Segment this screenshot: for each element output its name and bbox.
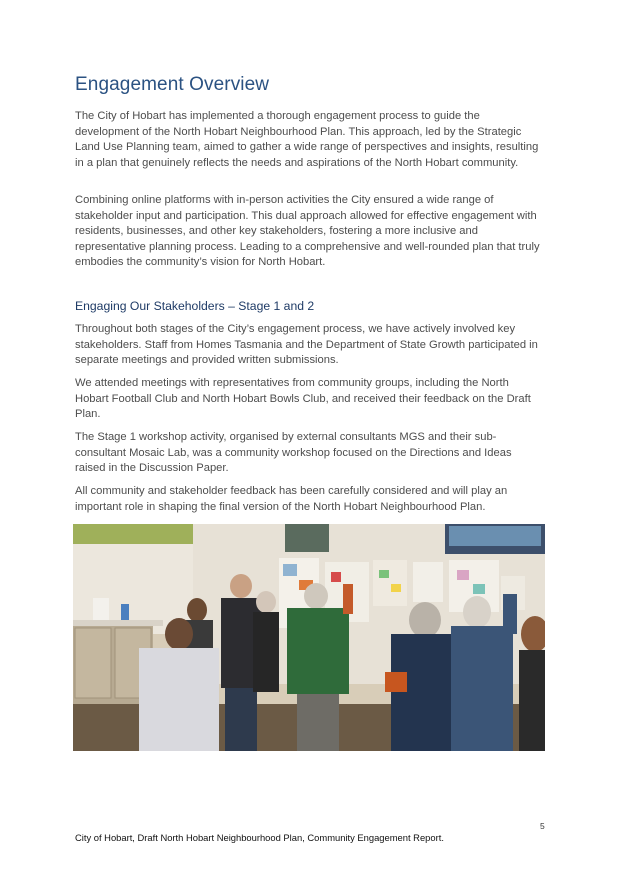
stakeholder-paragraph-2: We attended meetings with representatives from community groups, including the North Hobart Football Club and North Hobart Bowls Club, and received their feedback on the Draft Plan. bbox=[75, 377, 531, 421]
page-footer: City of Hobart, Draft North Hobart Neighbourhood Plan, Community Engagement Report. bbox=[75, 832, 444, 843]
workshop-photo bbox=[73, 524, 545, 751]
stakeholder-paragraph-3: The Stage 1 workshop activity, organised by external consultants MGS and their sub-consultant Mosaic Lab, was a community workshop focused on the Directions and Ideas raised in the Discussion Paper. bbox=[75, 431, 512, 475]
intro-paragraph-2: Combining online platforms with in-person activities the City ensured a wide range of stakeholder input and participation. This dual approach allowed for effective engagement with residents, businesses, and other key stakeholders, fostering a more inclusive and representative planning process. Leading to a comprehensive and well-rounded plan that truly embodies the community’s vision for North Hobart. bbox=[75, 194, 540, 269]
stakeholder-paragraph-1: Throughout both stages of the City’s engagement process, we have actively involved key stakeholders. Staff from Homes Tasmania and the Department of State Growth participated in separate meetings and provided written submissions. bbox=[75, 323, 538, 367]
section-subheading: Engaging Our Stakeholders – Stage 1 and 2 bbox=[75, 299, 315, 313]
stakeholder-paragraph-4: All community and stakeholder feedback has been carefully considered and will play an important role in shaping the final version of the North Hobart Neighbourhood Plan. bbox=[75, 485, 508, 513]
intro-paragraph-1: The City of Hobart has implemented a thorough engagement process to guide the development of the North Hobart Neighbourhood Plan. This approach, led by the Strategic Land Use Planning team, aimed to gather a wide range of perspectives and insights, resulting in a plan that genuinely reflects the needs and aspirations of the North Hobart community. bbox=[75, 110, 539, 169]
page-number: 5 bbox=[540, 821, 545, 831]
page-title: Engagement Overview bbox=[75, 74, 270, 95]
